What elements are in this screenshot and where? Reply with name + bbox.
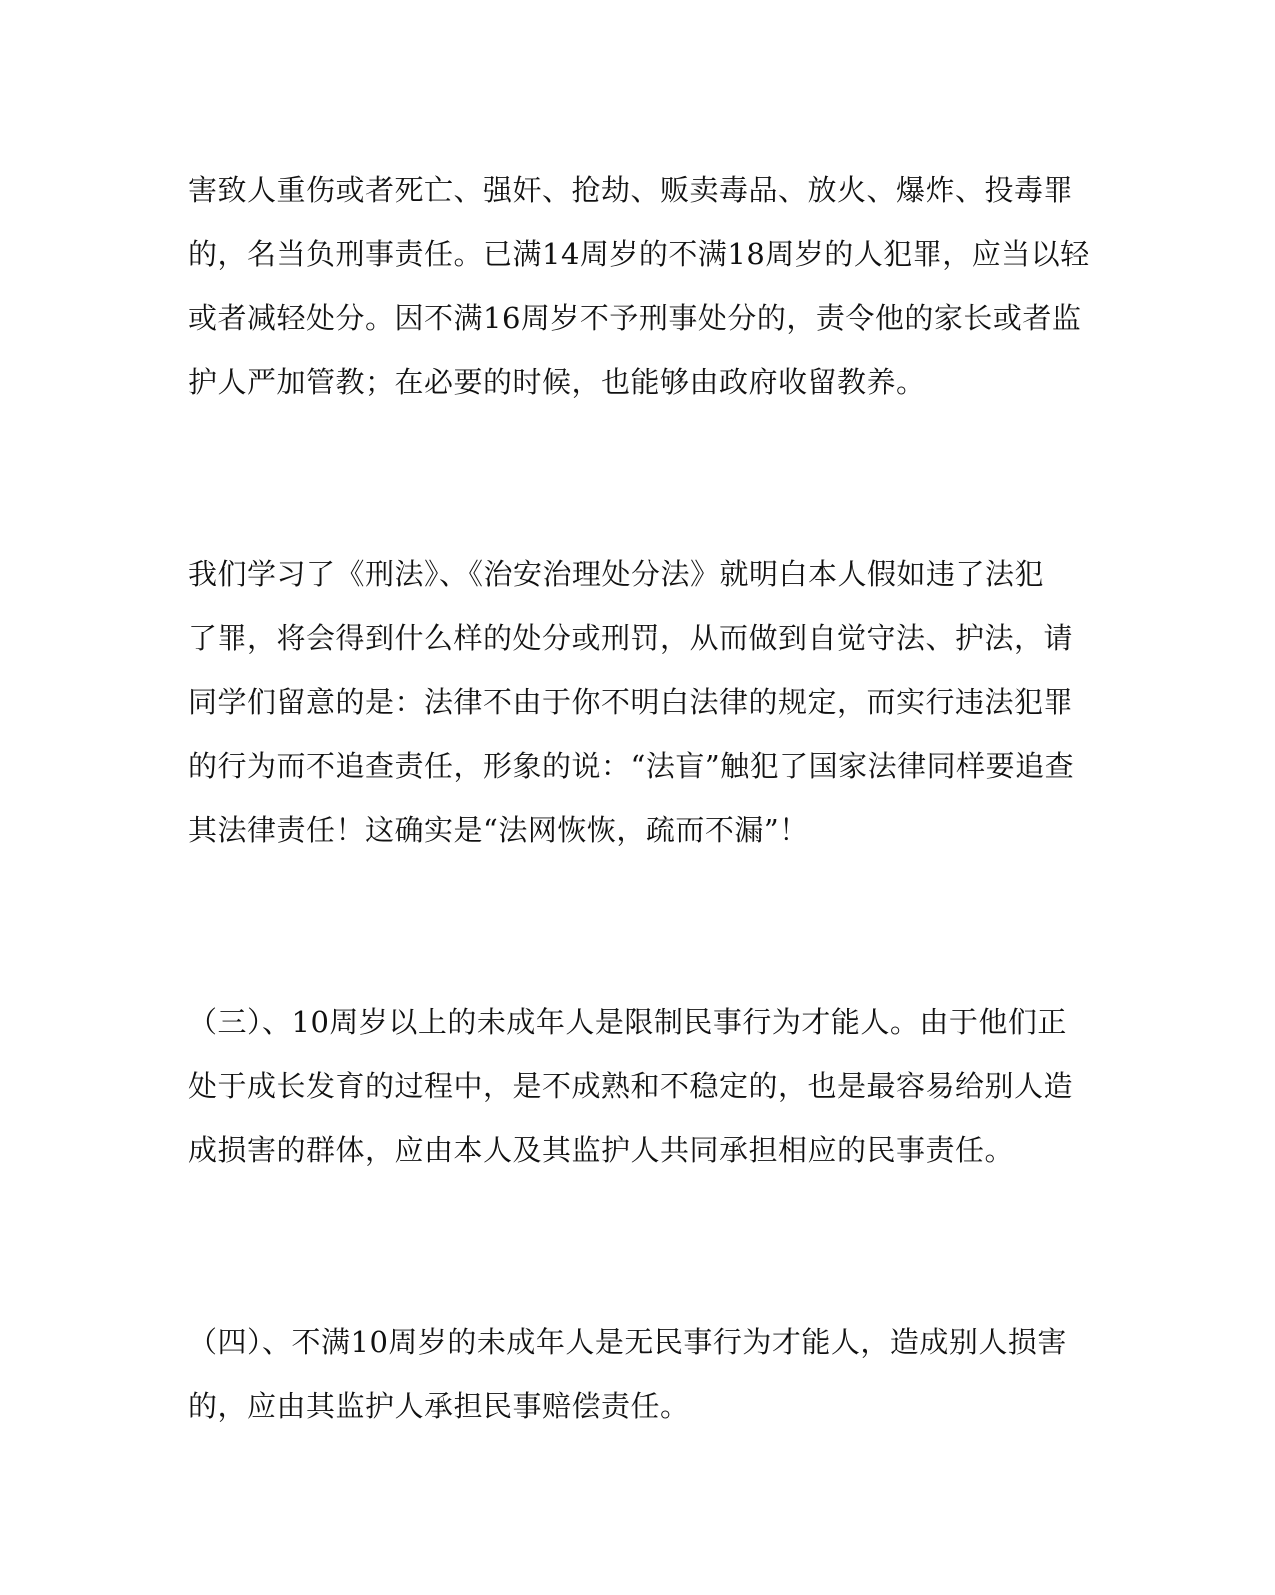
paragraph-line: 处于成长发育的过程中，是不成熟和不稳定的，也是最容易给别人造: [188, 1069, 1074, 1103]
paragraph-line: 同学们留意的是：法律不由于你不明白法律的规定，而实行违法犯罪: [188, 685, 1074, 719]
paragraph-line: 我们学习了《刑法》、《治安治理处分法》就明白本人假如违了法犯: [188, 557, 1045, 591]
paragraph-line: （三）、10周岁以上的未成年人是限制民事行为才能人。由于他们正: [188, 1005, 1067, 1039]
document-body: [188, 158, 1090, 1566]
paragraph-line: 或者减轻处分。因不满16周岁不予刑事处分的，责令他的家长或者监: [188, 301, 1082, 335]
paragraph-line: 的，名当负刑事责任。已满14周岁的不满18周岁的人犯罪，应当以轻: [188, 237, 1090, 271]
paragraph-line: 成损害的群体，应由本人及其监护人共同承担相应的民事责任。: [188, 1133, 1015, 1167]
paragraph-line: 护人严加管教；在必要的时候，也能够由政府收留教养。: [188, 365, 926, 399]
paragraph-line: 的行为而不追查责任，形象的说：“法盲”触犯了国家法律同样要追查: [188, 749, 1075, 783]
paragraph-criminal-responsibility: [188, 158, 1090, 414]
paragraph-line: （四）、不满10周岁的未成年人是无民事行为才能人，造成别人损害: [188, 1325, 1067, 1359]
paragraph-line: 的，应由其监护人承担民事赔偿责任。: [188, 1389, 690, 1423]
paragraph-section-four: [188, 1310, 1067, 1438]
paragraph-line: 其法律责任！这确实是“法网恢恢，疏而不漏”！: [188, 813, 809, 847]
paragraph-learning-law: [188, 542, 1075, 862]
paragraph-section-three: [188, 990, 1074, 1182]
paragraph-line: 害致人重伤或者死亡、强奸、抢劫、贩卖毒品、放火、爆炸、投毒罪: [188, 173, 1074, 207]
paragraph-line: 了罪，将会得到什么样的处分或刑罚，从而做到自觉守法、护法，请: [188, 621, 1074, 655]
